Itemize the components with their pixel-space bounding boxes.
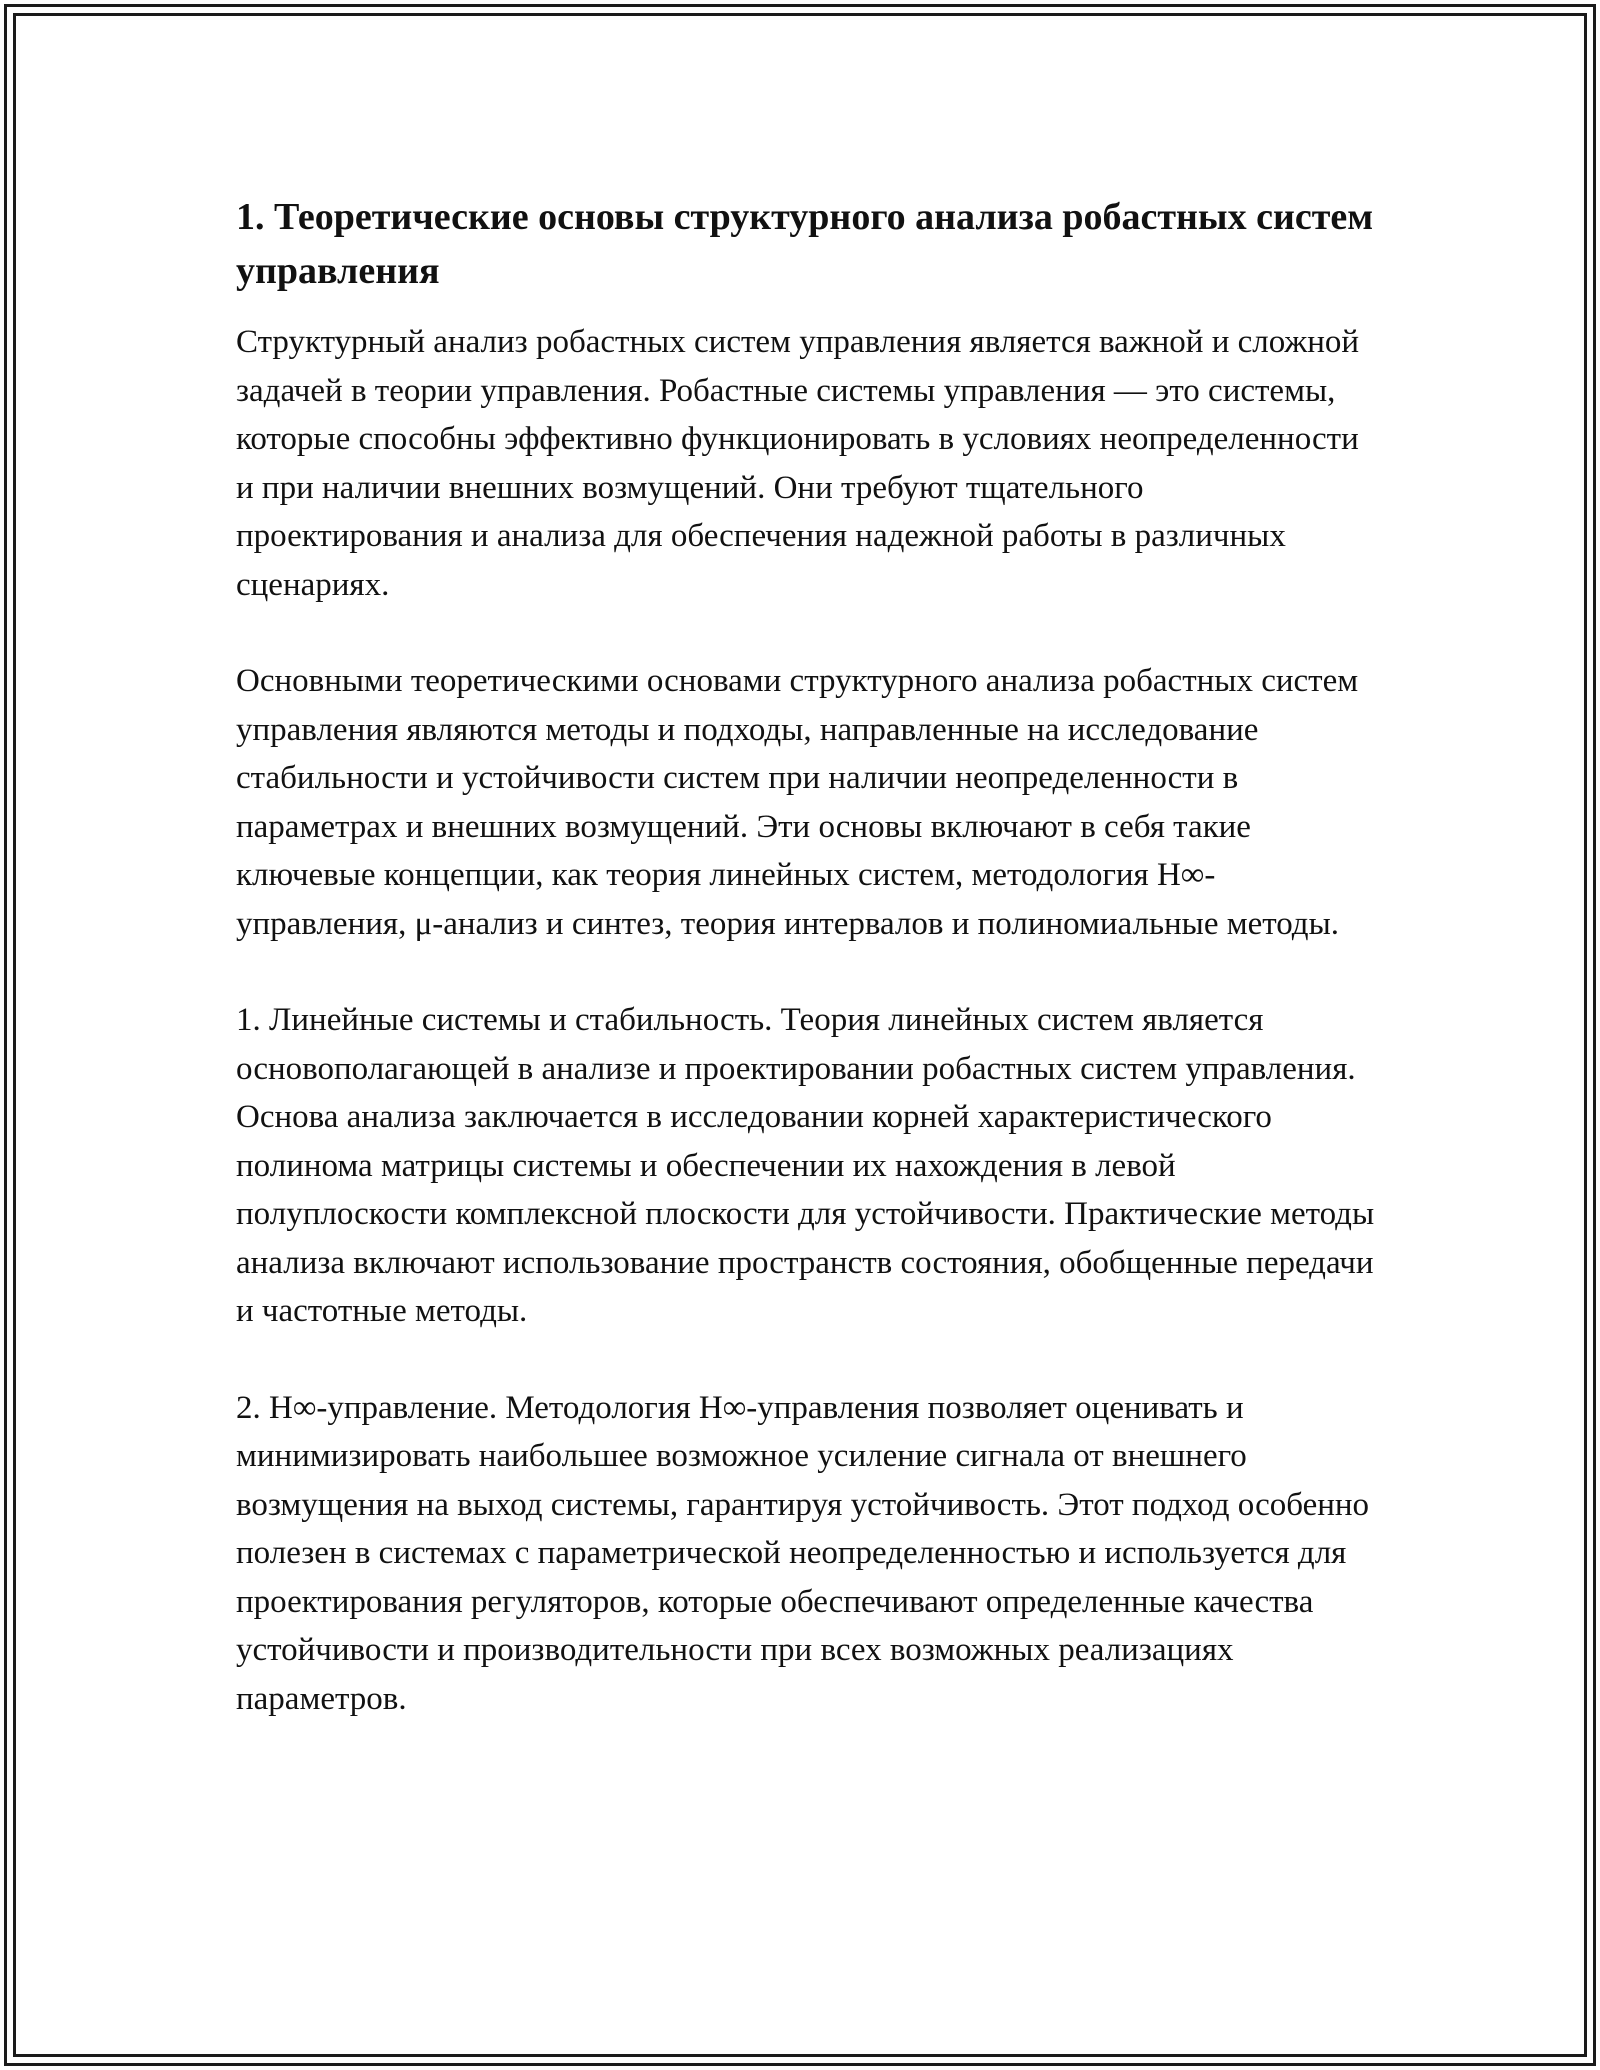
document-body	[236, 190, 1376, 1723]
paragraph-h-infinity: 2. H∞-управление. Методология H∞-управления позволяет оценивать и минимизировать наибольшее возможное усиление сигнала от внешнего возмущения на выход системы, гарантируя устойчивость. Этот подход особенно полезен в системах с параметрической неопределенностью и используется для проектирования регуляторов, которые обеспечивают определенные качества устойчивости и производительности при всех возможных реализациях параметров.	[236, 1389, 1370, 1717]
section-heading: 1. Теоретические основы структурного анализа робастных систем управления	[236, 196, 1374, 292]
paragraph-intro: Структурный анализ робастных систем управления является важной и сложной задачей в теории управления. Робастные системы управления — это системы, которые способны эффективно функционировать в условиях неопределенности и при наличии внешних возмущений. Они требуют тщательного проектирования и анализа для обеспечения надежной работы в различных сценариях.	[236, 324, 1360, 603]
paragraph-linear-systems: 1. Линейные системы и стабильность. Теория линейных систем является основополагающей в анализе и проектировании робастных систем управления. Основа анализа заключается в исследовании корней характеристического полинома матрицы системы и обеспечении их нахождения в левой полуплоскости комплексной плоскости для устойчивости. Практические методы анализа включают использование пространств состояния, обобщенные передачи и частотные методы.	[236, 1002, 1375, 1329]
paragraph-foundations: Основными теоретическими основами структурного анализа робастных систем управления являются методы и подходы, направленные на исследование стабильности и устойчивости систем при наличии неопределенности в параметрах и внешних возмущений. Эти основы включают в себя такие ключевые концепции, как теория линейных систем, методология H∞-управления, μ-анализ и синтез, теория интервалов и полиномиальные методы.	[236, 663, 1359, 942]
